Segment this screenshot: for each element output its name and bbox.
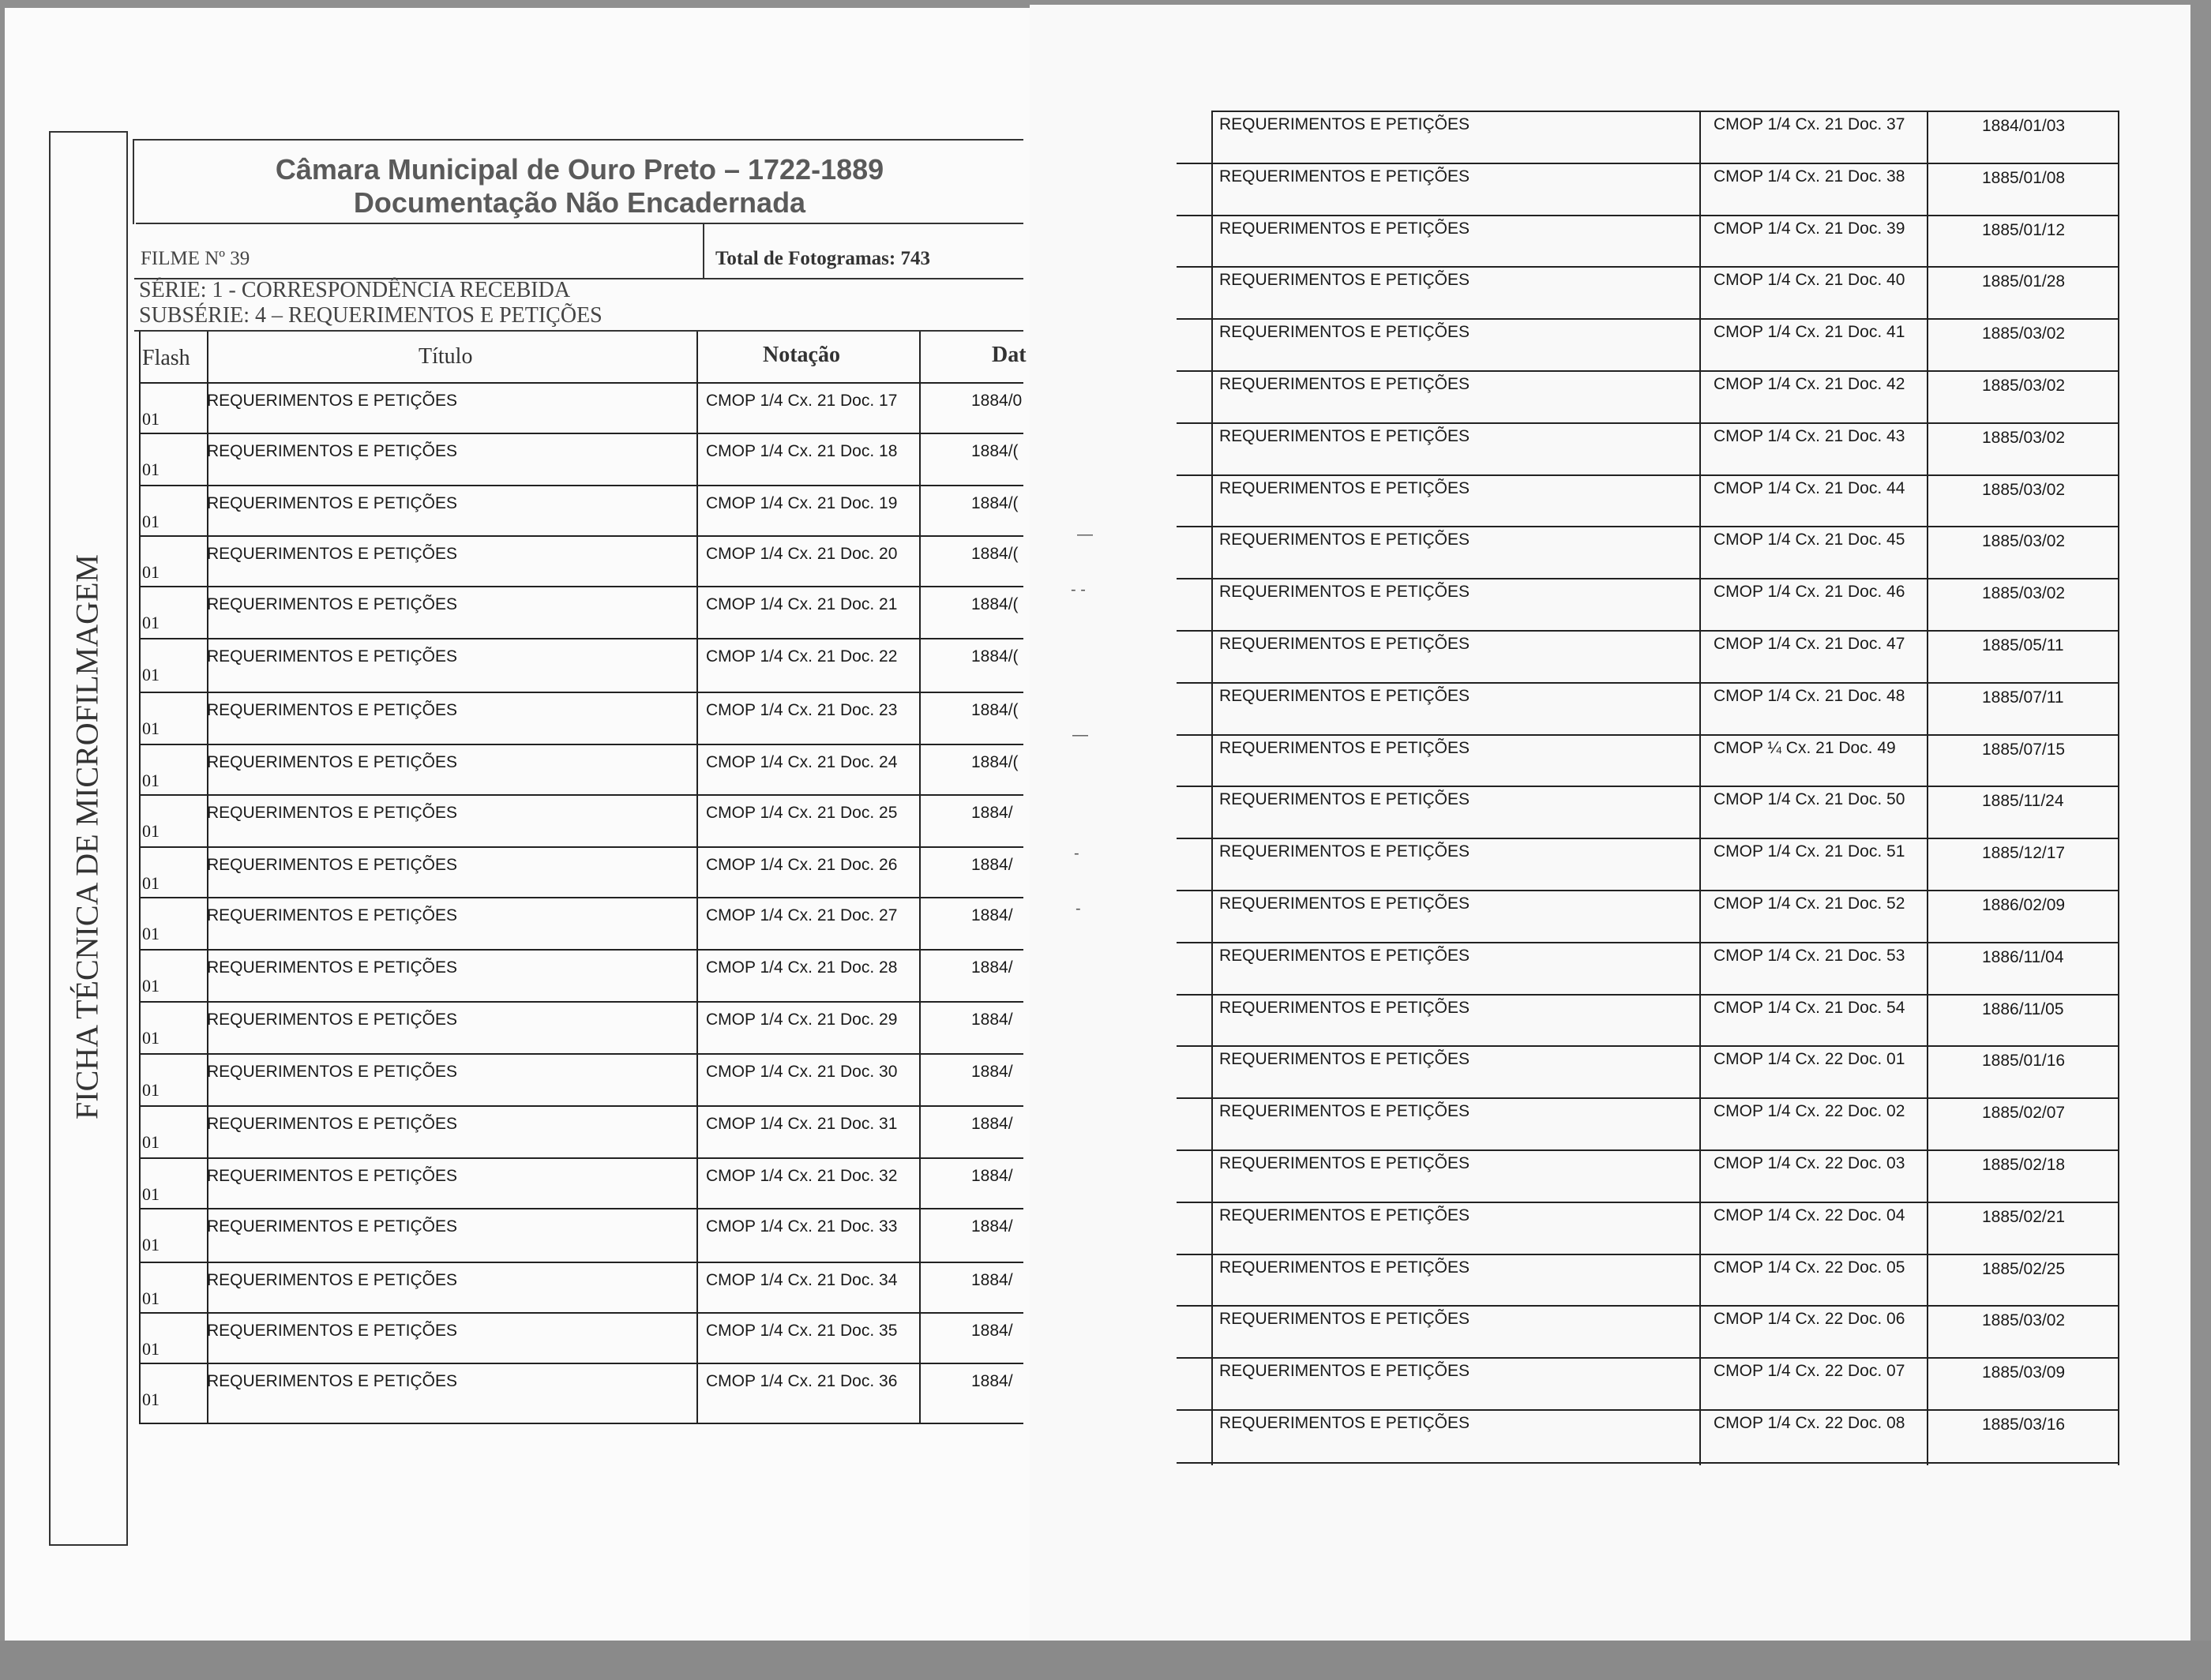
date-cell: 1885/03/02 (1982, 377, 2066, 395)
notation-cell: CMOP 1/4 Cx. 21 Doc. 50 (1714, 790, 1905, 808)
column-header-date: Dat (992, 343, 1027, 367)
notation-cell: CMOP 1/4 Cx. 21 Doc. 31 (706, 1115, 898, 1133)
document-title (136, 153, 1023, 219)
title-cell: REQUERIMENTOS E PETIÇÕES (1219, 167, 1470, 186)
table-row (139, 1056, 1023, 1107)
grid-line (1177, 1149, 2119, 1151)
table-row (1211, 943, 2119, 994)
notation-cell: CMOP 1/4 Cx. 21 Doc. 20 (706, 545, 898, 563)
title-cell: REQUERIMENTOS E PETIÇÕES (1219, 894, 1470, 913)
title-cell: REQUERIMENTOS E PETIÇÕES (207, 958, 457, 977)
flash-cell: 01 (142, 873, 160, 893)
notation-cell: CMOP 1/4 Cx. 22 Doc. 04 (1714, 1206, 1905, 1224)
date-cell: 1885/11/24 (1982, 792, 2064, 810)
notation-cell: CMOP 1/4 Cx. 21 Doc. 35 (706, 1322, 898, 1340)
notation-cell: CMOP 1/4 Cx. 21 Doc. 45 (1714, 531, 1905, 549)
grid-line (139, 586, 1023, 587)
grid-line (139, 794, 1023, 796)
date-cell: 1884/ (971, 1011, 1013, 1029)
table-row (139, 900, 1023, 951)
notation-cell: CMOP 1/4 Cx. 21 Doc. 42 (1714, 375, 1905, 393)
grid-line (139, 1157, 1023, 1159)
notation-cell: CMOP 1/4 Cx. 22 Doc. 07 (1714, 1362, 1905, 1380)
notation-cell: CMOP 1/4 Cx. 22 Doc. 05 (1714, 1258, 1905, 1277)
table-row (139, 589, 1023, 639)
title-cell: REQUERIMENTOS E PETIÇÕES (1219, 323, 1470, 341)
table-row (139, 1265, 1023, 1315)
table-row (139, 695, 1023, 745)
date-cell: 1885/07/15 (1982, 741, 2066, 759)
notation-cell: CMOP 1/4 Cx. 22 Doc. 02 (1714, 1102, 1905, 1120)
total-frames: Total de Fotogramas: 743 (715, 248, 930, 269)
sidebar-label: FICHA TÉCNICA DE MICROFILMAGEM (69, 554, 105, 1119)
title-cell: REQUERIMENTOS E PETIÇÕES (1219, 1414, 1470, 1432)
scan-mark: — (1077, 526, 1093, 543)
title-cell: REQUERIMENTOS E PETIÇÕES (1219, 375, 1470, 393)
subserie-divider (134, 330, 1023, 332)
flash-cell: 01 (142, 1028, 160, 1048)
table-row (139, 747, 1023, 797)
title-cell: REQUERIMENTOS E PETIÇÕES (207, 856, 457, 874)
table-row (1211, 1099, 2119, 1149)
title-cell: REQUERIMENTOS E PETIÇÕES (207, 1063, 457, 1081)
date-cell: 1885/03/02 (1982, 532, 2066, 550)
title-cell: REQUERIMENTOS E PETIÇÕES (1219, 687, 1470, 705)
grid-line (139, 1208, 1023, 1209)
date-cell: 1885/03/16 (1982, 1416, 2066, 1434)
table-row (1211, 372, 2119, 422)
grid-line (1177, 630, 2119, 632)
date-cell: 1885/02/25 (1982, 1260, 2066, 1278)
table-row (139, 1366, 1023, 1416)
date-cell: 1885/05/11 (1982, 636, 2064, 654)
notation-cell: CMOP 1/4 Cx. 21 Doc. 38 (1714, 167, 1905, 186)
film-divider (136, 223, 1023, 224)
notation-cell: CMOP 1/4 Cx. 21 Doc. 22 (706, 647, 898, 666)
date-cell: 1886/11/04 (1982, 948, 2064, 966)
grid-line (1177, 890, 2119, 891)
notation-cell: CMOP 1/4 Cx. 21 Doc. 34 (706, 1271, 898, 1289)
subserie-label: SUBSÉRIE: 4 – REQUERIMENTOS E PETIÇÕES (139, 303, 602, 328)
title-cell: REQUERIMENTOS E PETIÇÕES (1219, 1154, 1470, 1172)
table-row (1211, 787, 2119, 838)
grid-line (139, 1105, 1023, 1107)
grid-line (1177, 370, 2119, 372)
date-cell: 1884/0 (971, 392, 1023, 410)
title-cell: REQUERIMENTOS E PETIÇÕES (1219, 790, 1470, 808)
notation-cell: CMOP 1/4 Cx. 21 Doc. 30 (706, 1063, 898, 1081)
table-row (1211, 268, 2119, 318)
title-cell: REQUERIMENTOS E PETIÇÕES (1219, 1362, 1470, 1380)
notation-cell: CMOP 1/4 Cx. 21 Doc. 29 (706, 1011, 898, 1029)
grid-line (1177, 942, 2119, 943)
flash-cell: 01 (142, 976, 160, 996)
flash-cell: 01 (142, 409, 160, 429)
title-cell: REQUERIMENTOS E PETIÇÕES (1219, 842, 1470, 861)
flash-cell: 01 (142, 924, 160, 943)
notation-cell: CMOP 1/4 Cx. 21 Doc. 40 (1714, 271, 1905, 289)
date-cell: 1885/03/02 (1982, 324, 2066, 343)
title-cell: REQUERIMENTOS E PETIÇÕES (207, 753, 457, 771)
grid-line (139, 485, 1023, 486)
grid-line (1177, 1045, 2119, 1047)
grid-line (139, 382, 1023, 384)
table-row (139, 952, 1023, 1003)
date-cell: 1884/ (971, 1115, 1013, 1133)
table-row (1211, 1203, 2119, 1254)
title-cell: REQUERIMENTOS E PETIÇÕES (1219, 219, 1470, 238)
serie-label: SÉRIE: 1 - CORRESPONDÊNCIA RECEBIDA (139, 278, 571, 302)
notation-cell: CMOP 1/4 Cx. 21 Doc. 44 (1714, 479, 1905, 497)
table-row (1211, 1151, 2119, 1202)
date-cell: 1885/03/02 (1982, 1311, 2066, 1329)
title-cell: REQUERIMENTOS E PETIÇÕES (207, 1011, 457, 1029)
date-cell: 1884/ (971, 856, 1013, 874)
notation-cell: CMOP 1/4 Cx. 21 Doc. 19 (706, 494, 898, 512)
grid-line (1177, 474, 2119, 476)
date-cell: 1884/ (971, 1167, 1013, 1185)
flash-cell: 01 (142, 771, 160, 790)
serie-block (139, 278, 602, 328)
grid-line (1177, 734, 2119, 736)
grid-line (1177, 1409, 2119, 1411)
date-cell: 1885/02/18 (1982, 1156, 2066, 1174)
date-cell: 1885/01/16 (1982, 1052, 2066, 1070)
title-cell: REQUERIMENTOS E PETIÇÕES (1219, 1206, 1470, 1224)
table-row (139, 488, 1023, 538)
title-cell: REQUERIMENTOS E PETIÇÕES (207, 392, 457, 410)
table-row (1211, 476, 2119, 527)
title-cell: REQUERIMENTOS E PETIÇÕES (207, 1115, 457, 1133)
title-cell: REQUERIMENTOS E PETIÇÕES (207, 595, 457, 613)
date-cell: 1885/01/12 (1982, 221, 2066, 239)
flash-cell: 01 (142, 1389, 160, 1409)
date-cell: 1884/ (971, 906, 1013, 924)
total-divider (703, 224, 704, 279)
title-cell: REQUERIMENTOS E PETIÇÕES (207, 906, 457, 924)
date-cell: 1884/ (971, 804, 1013, 822)
notation-cell: CMOP 1/4 Cx. 21 Doc. 17 (706, 392, 898, 410)
notation-cell: CMOP 1/4 Cx. 22 Doc. 08 (1714, 1414, 1905, 1432)
table-row (139, 1161, 1023, 1211)
grid-line (1177, 838, 2119, 839)
grid-line (139, 692, 1023, 693)
date-cell: 1885/03/02 (1982, 481, 2066, 499)
grid-line (139, 1053, 1023, 1055)
grid-line (139, 846, 1023, 848)
grid-line (1177, 1462, 2119, 1464)
grid-line (139, 1363, 1023, 1364)
title-cell: REQUERIMENTOS E PETIÇÕES (1219, 635, 1470, 653)
title-line-2: Documentação Não Encadernada (353, 186, 806, 219)
date-cell: 1885/03/09 (1982, 1363, 2066, 1382)
date-cell: 1885/02/21 (1982, 1208, 2066, 1226)
title-cell: REQUERIMENTOS E PETIÇÕES (1219, 947, 1470, 965)
table-row (1211, 527, 2119, 578)
grid-line (1177, 1305, 2119, 1307)
date-cell: 1886/11/05 (1982, 1000, 2064, 1018)
flash-cell: 01 (142, 1080, 160, 1100)
grid-line (139, 949, 1023, 951)
grid-line (139, 638, 1023, 639)
date-cell: 1885/03/02 (1982, 429, 2066, 447)
flash-cell: 01 (142, 512, 160, 531)
flash-cell: 01 (142, 1288, 160, 1308)
date-cell: 1884/( (971, 647, 1019, 666)
notation-cell: CMOP 1/4 Cx. 21 Doc. 54 (1714, 999, 1905, 1017)
scan-mark: - (1075, 900, 1081, 917)
notation-cell: CMOP 1/4 Cx. 22 Doc. 03 (1714, 1154, 1905, 1172)
grid-line (1177, 526, 2119, 527)
date-cell: 1885/03/02 (1982, 584, 2066, 602)
date-cell: 1885/07/11 (1982, 688, 2064, 707)
flash-cell: 01 (142, 665, 160, 684)
table-row (139, 797, 1023, 848)
title-cell: REQUERIMENTOS E PETIÇÕES (1219, 115, 1470, 133)
table-row (1211, 839, 2119, 890)
title-cell: REQUERIMENTOS E PETIÇÕES (1219, 1258, 1470, 1277)
grid-line (1177, 994, 2119, 996)
title-cell: REQUERIMENTOS E PETIÇÕES (1219, 583, 1470, 601)
notation-cell: CMOP 1/4 Cx. 21 Doc. 46 (1714, 583, 1905, 601)
table-row (139, 641, 1023, 692)
flash-cell: 01 (142, 562, 160, 582)
grid-line (1177, 163, 2119, 164)
title-cell: REQUERIMENTOS E PETIÇÕES (1219, 999, 1470, 1017)
date-cell: 1885/01/28 (1982, 272, 2066, 291)
notation-cell: CMOP 1/4 Cx. 21 Doc. 33 (706, 1217, 898, 1236)
title-cell: REQUERIMENTOS E PETIÇÕES (207, 647, 457, 666)
notation-cell: CMOP 1/4 Cx. 21 Doc. 32 (706, 1167, 898, 1185)
table-row (139, 1108, 1023, 1159)
date-cell: 1884/ (971, 1063, 1013, 1081)
date-cell: 1884/( (971, 701, 1019, 719)
grid-line (139, 433, 1023, 434)
grid-line (139, 1262, 1023, 1263)
table-row (139, 436, 1023, 486)
notation-cell: CMOP 1/4 Cx. 21 Doc. 28 (706, 958, 898, 977)
grid-line (139, 897, 1023, 898)
notation-cell: CMOP 1/4 Cx. 21 Doc. 41 (1714, 323, 1905, 341)
grid-line (1177, 1097, 2119, 1099)
notation-cell: CMOP 1/4 Cx. 21 Doc. 43 (1714, 427, 1905, 445)
date-cell: 1884/( (971, 753, 1019, 771)
grid-line (1177, 266, 2119, 268)
grid-line (139, 535, 1023, 537)
title-cell: REQUERIMENTOS E PETIÇÕES (1219, 531, 1470, 549)
grid-line (139, 1423, 1023, 1424)
grid-line (1177, 422, 2119, 424)
title-cell: REQUERIMENTOS E PETIÇÕES (207, 804, 457, 822)
title-cell: REQUERIMENTOS E PETIÇÕES (207, 1217, 457, 1236)
date-cell: 1885/12/17 (1982, 844, 2066, 862)
table-row (1211, 1255, 2119, 1306)
grid-line (1177, 318, 2119, 320)
title-cell: REQUERIMENTOS E PETIÇÕES (207, 494, 457, 512)
notation-cell: CMOP 1/4 Cx. 21 Doc. 52 (1714, 894, 1905, 913)
date-cell: 1885/01/08 (1982, 169, 2066, 187)
grid-line (1177, 215, 2119, 216)
date-cell: 1886/02/09 (1982, 896, 2066, 914)
grid-line (139, 1001, 1023, 1003)
notation-cell: CMOP 1/4 Cx. 22 Doc. 06 (1714, 1310, 1905, 1328)
scan-mark: — (1072, 726, 1088, 744)
title-cell: REQUERIMENTOS E PETIÇÕES (207, 1372, 457, 1390)
table-row (1211, 891, 2119, 942)
notation-cell: CMOP 1/4 Cx. 21 Doc. 27 (706, 906, 898, 924)
date-cell: 1884/( (971, 595, 1019, 613)
grid-line (1177, 1254, 2119, 1255)
table-row (139, 1315, 1023, 1366)
table-row (1211, 216, 2119, 267)
notation-cell: CMOP 1/4 Cx. 21 Doc. 36 (706, 1372, 898, 1390)
table-row (139, 1004, 1023, 1055)
title-cell: REQUERIMENTOS E PETIÇÕES (1219, 271, 1470, 289)
flash-cell: 01 (142, 1132, 160, 1152)
table-row (1211, 579, 2119, 630)
table-row (1211, 424, 2119, 474)
notation-cell: CMOP 1/4 Cx. 21 Doc. 23 (706, 701, 898, 719)
table-row (1211, 632, 2119, 682)
notation-cell: CMOP 1/4 Cx. 21 Doc. 39 (1714, 219, 1905, 238)
flash-cell: 01 (142, 1184, 160, 1204)
title-cell: REQUERIMENTOS E PETIÇÕES (207, 545, 457, 563)
title-cell: REQUERIMENTOS E PETIÇÕES (207, 701, 457, 719)
grid-line (139, 1312, 1023, 1314)
title-cell: REQUERIMENTOS E PETIÇÕES (1219, 1310, 1470, 1328)
film-number: FILME Nº 39 (141, 248, 250, 269)
column-header-notation: Notação (763, 343, 840, 367)
date-cell: 1884/ (971, 1217, 1013, 1236)
flash-cell: 01 (142, 613, 160, 632)
column-header-title: Título (419, 344, 473, 369)
title-cell: REQUERIMENTOS E PETIÇÕES (1219, 739, 1470, 757)
notation-cell: CMOP 1/4 Cx. 21 Doc. 47 (1714, 635, 1905, 653)
title-cell: REQUERIMENTOS E PETIÇÕES (1219, 479, 1470, 497)
date-cell: 1884/01/03 (1982, 117, 2066, 135)
notation-cell: CMOP 1/4 Cx. 21 Doc. 48 (1714, 687, 1905, 705)
title-cell: REQUERIMENTOS E PETIÇÕES (207, 442, 457, 460)
date-cell: 1884/( (971, 545, 1019, 563)
flash-cell: 01 (142, 718, 160, 738)
grid-line (139, 744, 1023, 745)
table-row (139, 538, 1023, 589)
flash-cell: 01 (142, 821, 160, 841)
column-header-flash: Flash (142, 346, 190, 370)
table-row (1211, 1411, 2119, 1461)
table-row (139, 385, 1023, 436)
table-row (1211, 112, 2119, 163)
table-row (1211, 1307, 2119, 1357)
notation-cell: CMOP 1/4 Cx. 21 Doc. 18 (706, 442, 898, 460)
notation-cell: CMOP ¼ Cx. 21 Doc. 49 (1714, 739, 1896, 757)
notation-cell: CMOP 1/4 Cx. 22 Doc. 01 (1714, 1050, 1905, 1068)
grid-line (1177, 578, 2119, 579)
table-row (1211, 996, 2119, 1046)
notation-cell: CMOP 1/4 Cx. 21 Doc. 26 (706, 856, 898, 874)
title-cell: REQUERIMENTOS E PETIÇÕES (207, 1322, 457, 1340)
notation-cell: CMOP 1/4 Cx. 21 Doc. 51 (1714, 842, 1905, 861)
grid-line (1177, 1202, 2119, 1203)
table-row (139, 849, 1023, 900)
flash-cell: 01 (142, 1339, 160, 1359)
table-row (1211, 736, 2119, 786)
date-cell: 1884/( (971, 442, 1019, 460)
grid-line (1177, 1357, 2119, 1359)
table-row (1211, 320, 2119, 370)
notation-cell: CMOP 1/4 Cx. 21 Doc. 25 (706, 804, 898, 822)
title-cell: REQUERIMENTOS E PETIÇÕES (1219, 1102, 1470, 1120)
title-cell: REQUERIMENTOS E PETIÇÕES (207, 1271, 457, 1289)
date-cell: 1885/02/07 (1982, 1104, 2066, 1122)
scan-background (0, 1641, 2211, 1680)
title-line-1: Câmara Municipal de Ouro Preto – 1722-1889 (275, 153, 884, 186)
flash-cell: 01 (142, 1235, 160, 1254)
flash-cell: 01 (142, 459, 160, 479)
table-row (1211, 1359, 2119, 1409)
title-cell: REQUERIMENTOS E PETIÇÕES (1219, 1050, 1470, 1068)
title-cell: REQUERIMENTOS E PETIÇÕES (207, 1167, 457, 1185)
grid-line (1177, 682, 2119, 684)
scan-mark: - - (1071, 581, 1086, 598)
table-row (139, 1211, 1023, 1262)
notation-cell: CMOP 1/4 Cx. 21 Doc. 53 (1714, 947, 1905, 965)
grid-line (1177, 786, 2119, 787)
date-cell: 1884/ (971, 958, 1013, 977)
title-cell: REQUERIMENTOS E PETIÇÕES (1219, 427, 1470, 445)
date-cell: 1884/ (971, 1322, 1013, 1340)
date-cell: 1884/ (971, 1271, 1013, 1289)
notation-cell: CMOP 1/4 Cx. 21 Doc. 24 (706, 753, 898, 771)
table-row (1211, 164, 2119, 215)
date-cell: 1884/( (971, 494, 1019, 512)
scan-mark: - (1074, 845, 1079, 862)
notation-cell: CMOP 1/4 Cx. 21 Doc. 37 (1714, 115, 1905, 133)
table-row (1211, 684, 2119, 734)
table-row (1211, 1047, 2119, 1097)
date-cell: 1884/ (971, 1372, 1013, 1390)
notation-cell: CMOP 1/4 Cx. 21 Doc. 21 (706, 595, 898, 613)
